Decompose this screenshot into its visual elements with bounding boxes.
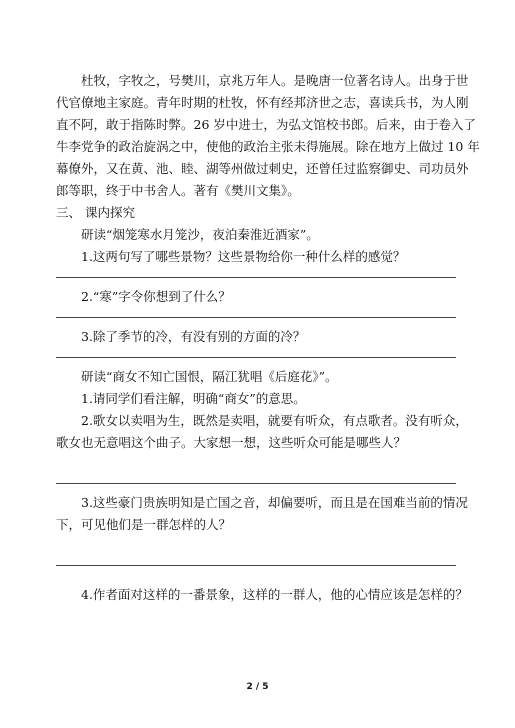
study2-question-3-line-1: 3.这些豪门贵族明知是亡国之音，却偏要听，而且是在国难当前的情况 [81,495,468,510]
study2-intro: 研读“商女不知亡国恨，隔江犹唱《后庭花》”。 [81,369,338,384]
bio-line-5: 幕僚外，又在黄、池、睦、湖等州做过刺史，还曾任过监察御史、司功员外 [56,161,469,176]
study2-question-3-line-2: 下，可见他们是一群怎样的人？ [56,517,232,532]
study1-question-3: 3.除了季节的冷，有没有别的方面的冷？ [81,329,306,344]
study2-question-1: 1.请同学们看注解，明确“商女”的意思。 [81,391,306,406]
study1-intro: 研读“烟笼寒水月笼沙，夜泊秦淮近酒家”。 [81,227,319,242]
study1-question-1: 1.这两句写了哪些景物？这些景物给你一种什么样的感觉？ [81,249,406,264]
bio-line-6: 郎等职，终于中书舍人。著有《樊川文集》。 [56,183,300,198]
bio-line-2: 代官僚地主家庭。青年时期的杜牧，怀有经邦济世之志，喜读兵书，为人刚 [56,95,469,110]
bio-line-4: 牛李党争的政治旋涡之中，使他的政治主张未得施展。除在地方上做过 10 年 [56,139,480,154]
bio-line-1: 杜牧，字牧之，号樊川，京兆万年人。是晚唐一位著名诗人。出身于世 [81,73,469,88]
bio-line-3: 直不阿，敢于指陈时弊。26 岁中进士，为弘文馆校书郎。后来，由于卷入了 [56,117,476,132]
page-number: 2 / 5 [246,682,269,692]
section-title: 三、 课内探究 [56,205,135,220]
study2-question-2-line-1: 2.歌女以卖唱为生，既然是卖唱，就要有听众，有点歌者。没有听众， [81,413,468,428]
study2-question-2-line-2: 歌女也无意唱这个曲子。大家想一想，这些听众可能是哪些人？ [56,435,407,450]
study1-question-2: 2.“寒”字令你想到了什么？ [81,289,231,304]
page-content [56,70,480,606]
study2-question-4: 4.作者面对这样的一番景象，这样的一群人，他的心情应该是怎样的？ [81,587,468,602]
